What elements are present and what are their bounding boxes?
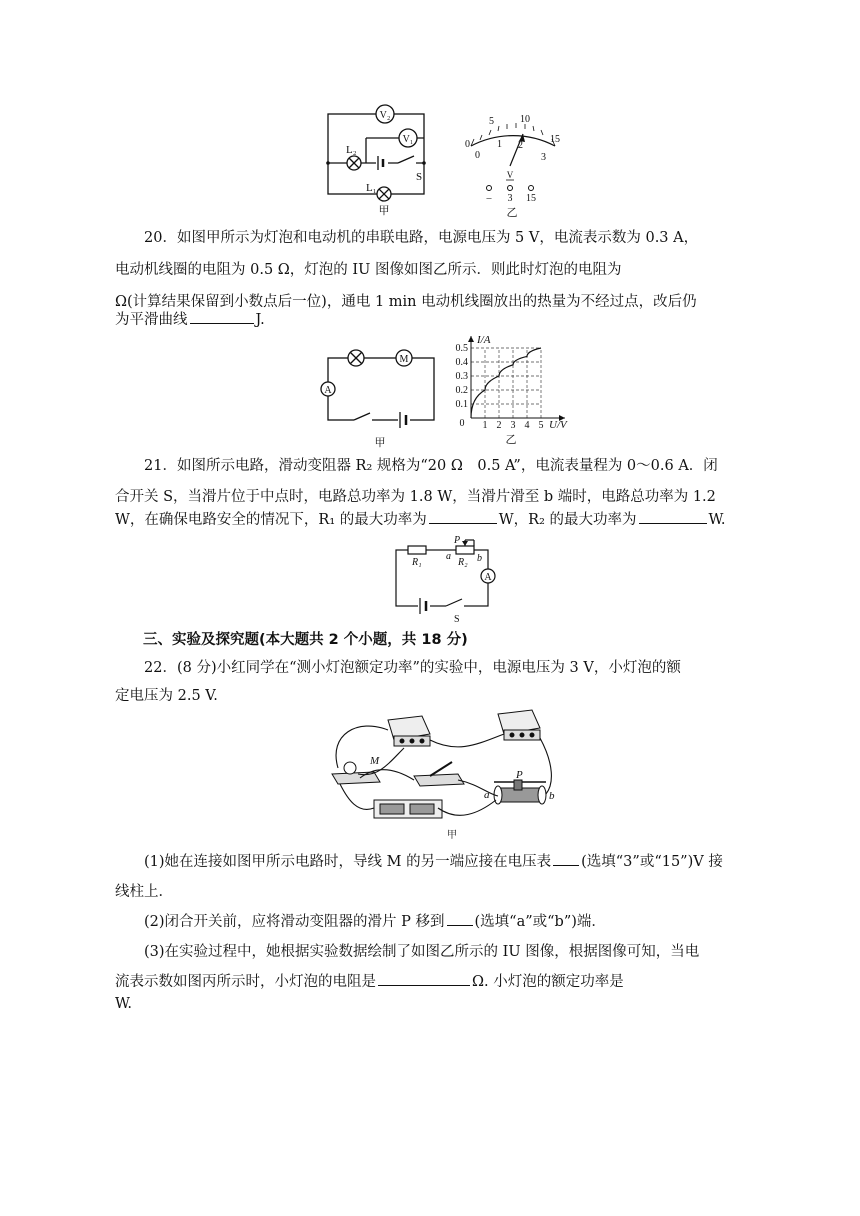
switch-s-label: S (416, 171, 423, 183)
voltmeter-v1-label: V₁ (402, 134, 414, 145)
switch-s-label: S (454, 614, 460, 624)
iu-graph (447, 330, 577, 450)
motor-m-label: M (399, 354, 409, 365)
meter-outer-15: 15 (550, 134, 560, 145)
slider-p-label: P (454, 535, 461, 546)
meter-unit: V (506, 170, 514, 180)
q22-sub1-text-a: (1)她在连接如图甲所示电路时，导线 M 的另一端应接在电压表 (144, 854, 552, 870)
q22-sub3-resistance-blank[interactable] (378, 967, 470, 986)
lamp-l2-label: L₂ (346, 144, 357, 156)
meter-outer-5: 5 (489, 116, 494, 127)
resistor-r1-label: R₁ (412, 557, 422, 568)
q22-sub2-text-a: (2)闭合开关前，应将滑动变阻器的滑片 P 移到 (144, 914, 445, 930)
end-a-label: a (446, 551, 451, 562)
y-tick-label: 0.1 (455, 399, 468, 410)
y-tick-label: 0.4 (455, 357, 468, 368)
q22-sub2-text-b: (选填“a”或“b”)端． (474, 914, 606, 930)
figure-20-circuit (318, 342, 448, 450)
y-axis-label: I/A (477, 334, 491, 346)
voltmeter-v2-label: V₂ (379, 110, 391, 121)
q22-sub2 (115, 906, 730, 938)
x-tick-label: 5 (538, 420, 544, 431)
q22-sub3-text-b: 流表示数如图丙所示时，小灯泡的电阻是 (115, 974, 376, 990)
q21-line3-text-c: W. (708, 512, 726, 528)
q20-line4 (115, 304, 730, 336)
q22-line2: 定电压为 2.5 V. (115, 688, 218, 704)
q21-line3-text-a: W，在确保电路安全的情况下，R₁ 的最大功率为 (115, 512, 427, 528)
meter-outer-10: 10 (520, 114, 530, 125)
figure-20-graph-caption: 乙 (505, 434, 517, 446)
x-tick-label: 4 (524, 420, 530, 431)
figure-19-circuit (320, 98, 430, 220)
ammeter-label: A (484, 572, 492, 583)
q20-line4-text: 为平滑曲线 (115, 312, 188, 328)
rheostat-end-a: a (484, 789, 490, 801)
meter-inner-zero: 0 (475, 150, 480, 161)
section-3-heading: 三、实验及探究题(本大题共 2 个小题，共 18 分) (143, 632, 468, 648)
q21-r2-power-blank[interactable] (639, 505, 707, 524)
figure-19-meter-caption: 乙 (506, 207, 518, 219)
terminal-minus: – (486, 193, 492, 204)
x-tick-label: 2 (496, 420, 502, 431)
slider-p-label: P (516, 769, 523, 781)
q22-sub2-blank[interactable] (447, 907, 473, 926)
q21-line3-text-b: W，R₂ 的最大功率为 (498, 512, 637, 528)
q22-sub3-line1: (3)在实验过程中，她根据实验数据绘制了如图乙所示的 IU 图像，根据图像可知，当电 (144, 944, 700, 960)
y-tick-label: 0.3 (455, 371, 468, 382)
figure-20-circuit-caption: 甲 (374, 437, 386, 449)
q22-sub1-line1 (115, 846, 730, 878)
resistor-r2-label: R₂ (458, 557, 468, 568)
x-tick-label: 3 (510, 420, 516, 431)
q21-r1-power-blank[interactable] (429, 505, 497, 524)
q21-line1: 21．如图所示电路，滑动变阻器 R₂ 规格为“20 Ω 0.5 A”，电流表量程为 0～0.6 A．闭 (144, 458, 718, 474)
terminal-15: 15 (526, 193, 536, 204)
rheostat-end-b: b (549, 790, 555, 802)
q20-line3: Ω(计算结果保留到小数点后一位)，通电 1 min 电动机线圈放出的热量为不经过点，改后仍 (115, 294, 697, 310)
q21-line2: 合开关 S，当滑片位于中点时，电路总功率为 1.8 W，当滑片滑至 b 端时，电路总功率为 1.2 (115, 489, 716, 505)
q22-sub1-blank[interactable] (553, 847, 579, 866)
meter-inner-1: 1 (497, 139, 502, 150)
figure-21-circuit (388, 532, 498, 624)
q20-line1: 20．如图甲所示为灯泡和电动机的串联电路，电源电压为 5 V，电流表示数为 0.3 A， (144, 230, 699, 246)
q22-sub1-text-b: (选填“3”或“15”)V 接 (581, 854, 723, 870)
figure-22-apparatus (318, 704, 558, 844)
x-axis-label: U/V (549, 419, 567, 431)
y-tick-label: 0.5 (455, 343, 468, 354)
q20-line4-unit: J. (255, 312, 265, 328)
iu-curve (471, 348, 541, 418)
lamp-l1-label: L₁ (366, 182, 377, 194)
q20-answer-blank[interactable] (190, 305, 254, 324)
figure-22-caption: 甲 (447, 830, 457, 841)
terminal-3: 3 (507, 193, 513, 204)
meter-outer-zero: 0 (465, 139, 470, 150)
meter-inner-2: 2 (518, 140, 523, 151)
figure-19-meter (455, 100, 575, 220)
wire-m-label: M (370, 755, 380, 767)
ammeter-a-label: A (324, 385, 332, 396)
end-b-label: b (477, 553, 482, 564)
q22-sub3-line3: W. (115, 996, 132, 1012)
meter-inner-3: 3 (541, 152, 546, 163)
q20-line2: 电动机线圈的电阻为 0.5 Ω，灯泡的 IU 图像如图乙所示．则此时灯泡的电阻为 (115, 262, 622, 278)
q22-sub3-text-c: Ω. 小灯泡的额定功率是 (472, 974, 624, 990)
figure-19-circuit-caption: 甲 (378, 205, 390, 217)
y-tick-label: 0.2 (455, 385, 468, 396)
x-tick-label: 1 (482, 420, 488, 431)
q22-sub1-line2: 线柱上． (115, 884, 173, 900)
origin-label: 0 (459, 418, 465, 429)
q22-line1: 22．(8 分)小红同学在“测小灯泡额定功率”的实验中，电源电压为 3 V，小灯泡的额 (144, 660, 681, 676)
